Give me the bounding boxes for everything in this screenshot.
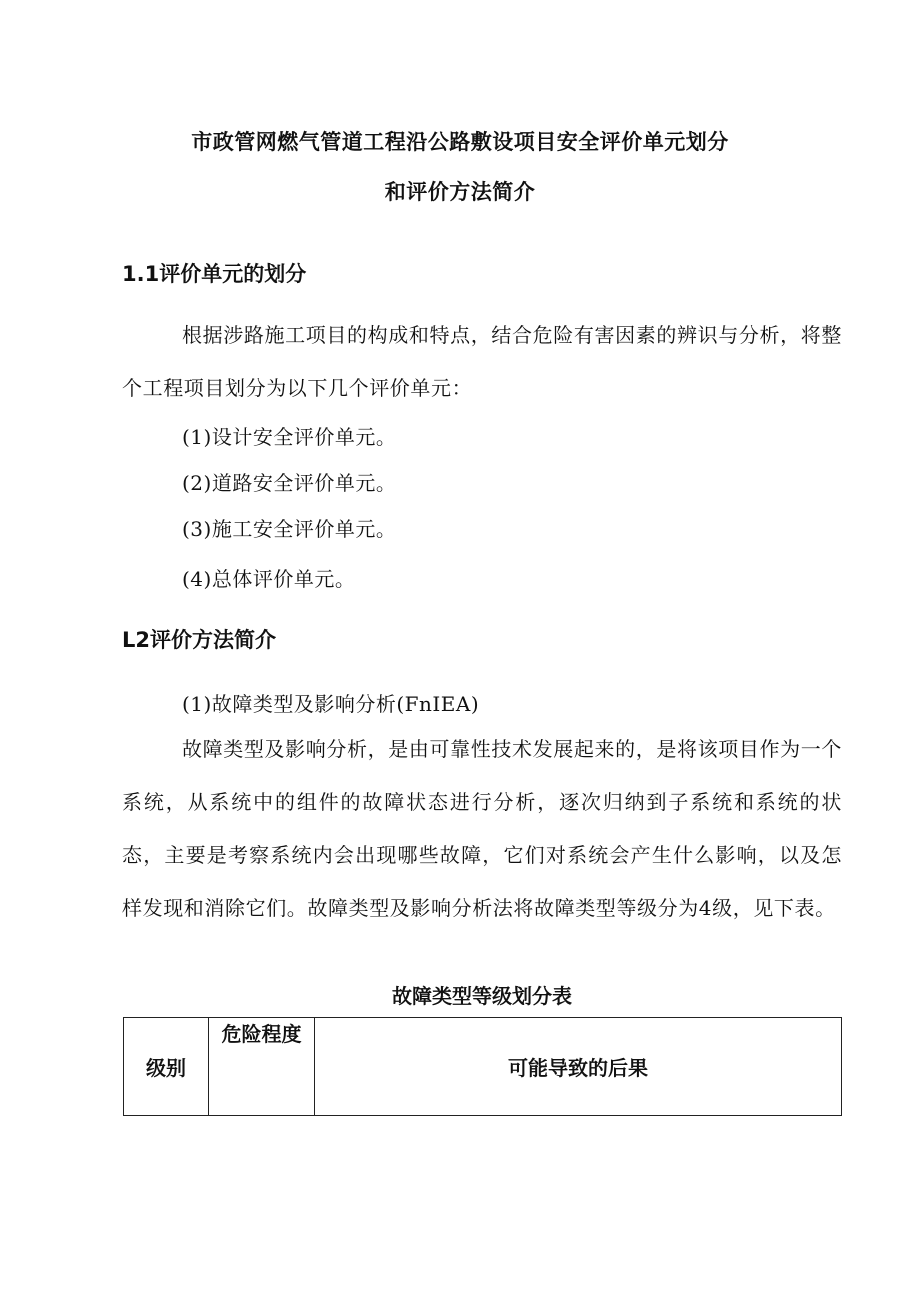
document-title-line1: 市政管网燃气管道工程沿公路敷设项目安全评价单元划分 — [191, 130, 729, 154]
header-risk-degree: 危险程度 — [209, 1018, 315, 1116]
section1-item-4: (4)总体评价单元。 — [182, 567, 356, 591]
section1-item-2: (2)道路安全评价单元。 — [182, 471, 397, 495]
table-header-row — [124, 1018, 842, 1116]
section2-heading: L2评价方法简介 — [122, 628, 276, 652]
section1-item-1: (1)设计安全评价单元。 — [182, 425, 397, 449]
header-level: 级别 — [124, 1018, 209, 1116]
section1-paragraph: 根据涉路施工项目的构成和特点，结合危险有害因素的辨识与分析，将整个工程项目划分为以下几个评价单元： — [122, 323, 842, 400]
document-title-line2: 和评价方法简介 — [384, 180, 536, 204]
section2-paragraph: 故障类型及影响分析，是由可靠性技术发展起来的，是将该项目作为一个系统，从系统中的组件的故障状态进行分析，逐次归纳到子系统和系统的状态，主要是考察系统内会出现哪些故障，它们对系统会产生什么影响，以及怎样发现和消除它们。故障类型及影响分析法将故障类型等级分为4级，见下表。 — [122, 737, 842, 920]
section2-subheading: (1)故障类型及影响分析(FnIEA) — [182, 692, 480, 716]
table-caption: 故障类型等级划分表 — [392, 984, 572, 1008]
section1-heading: 1.1评价单元的划分 — [122, 262, 307, 286]
section1-item-3: (3)施工安全评价单元。 — [182, 517, 397, 541]
fault-grade-table — [123, 1017, 842, 1116]
header-consequences: 可能导致的后果 — [315, 1018, 842, 1116]
